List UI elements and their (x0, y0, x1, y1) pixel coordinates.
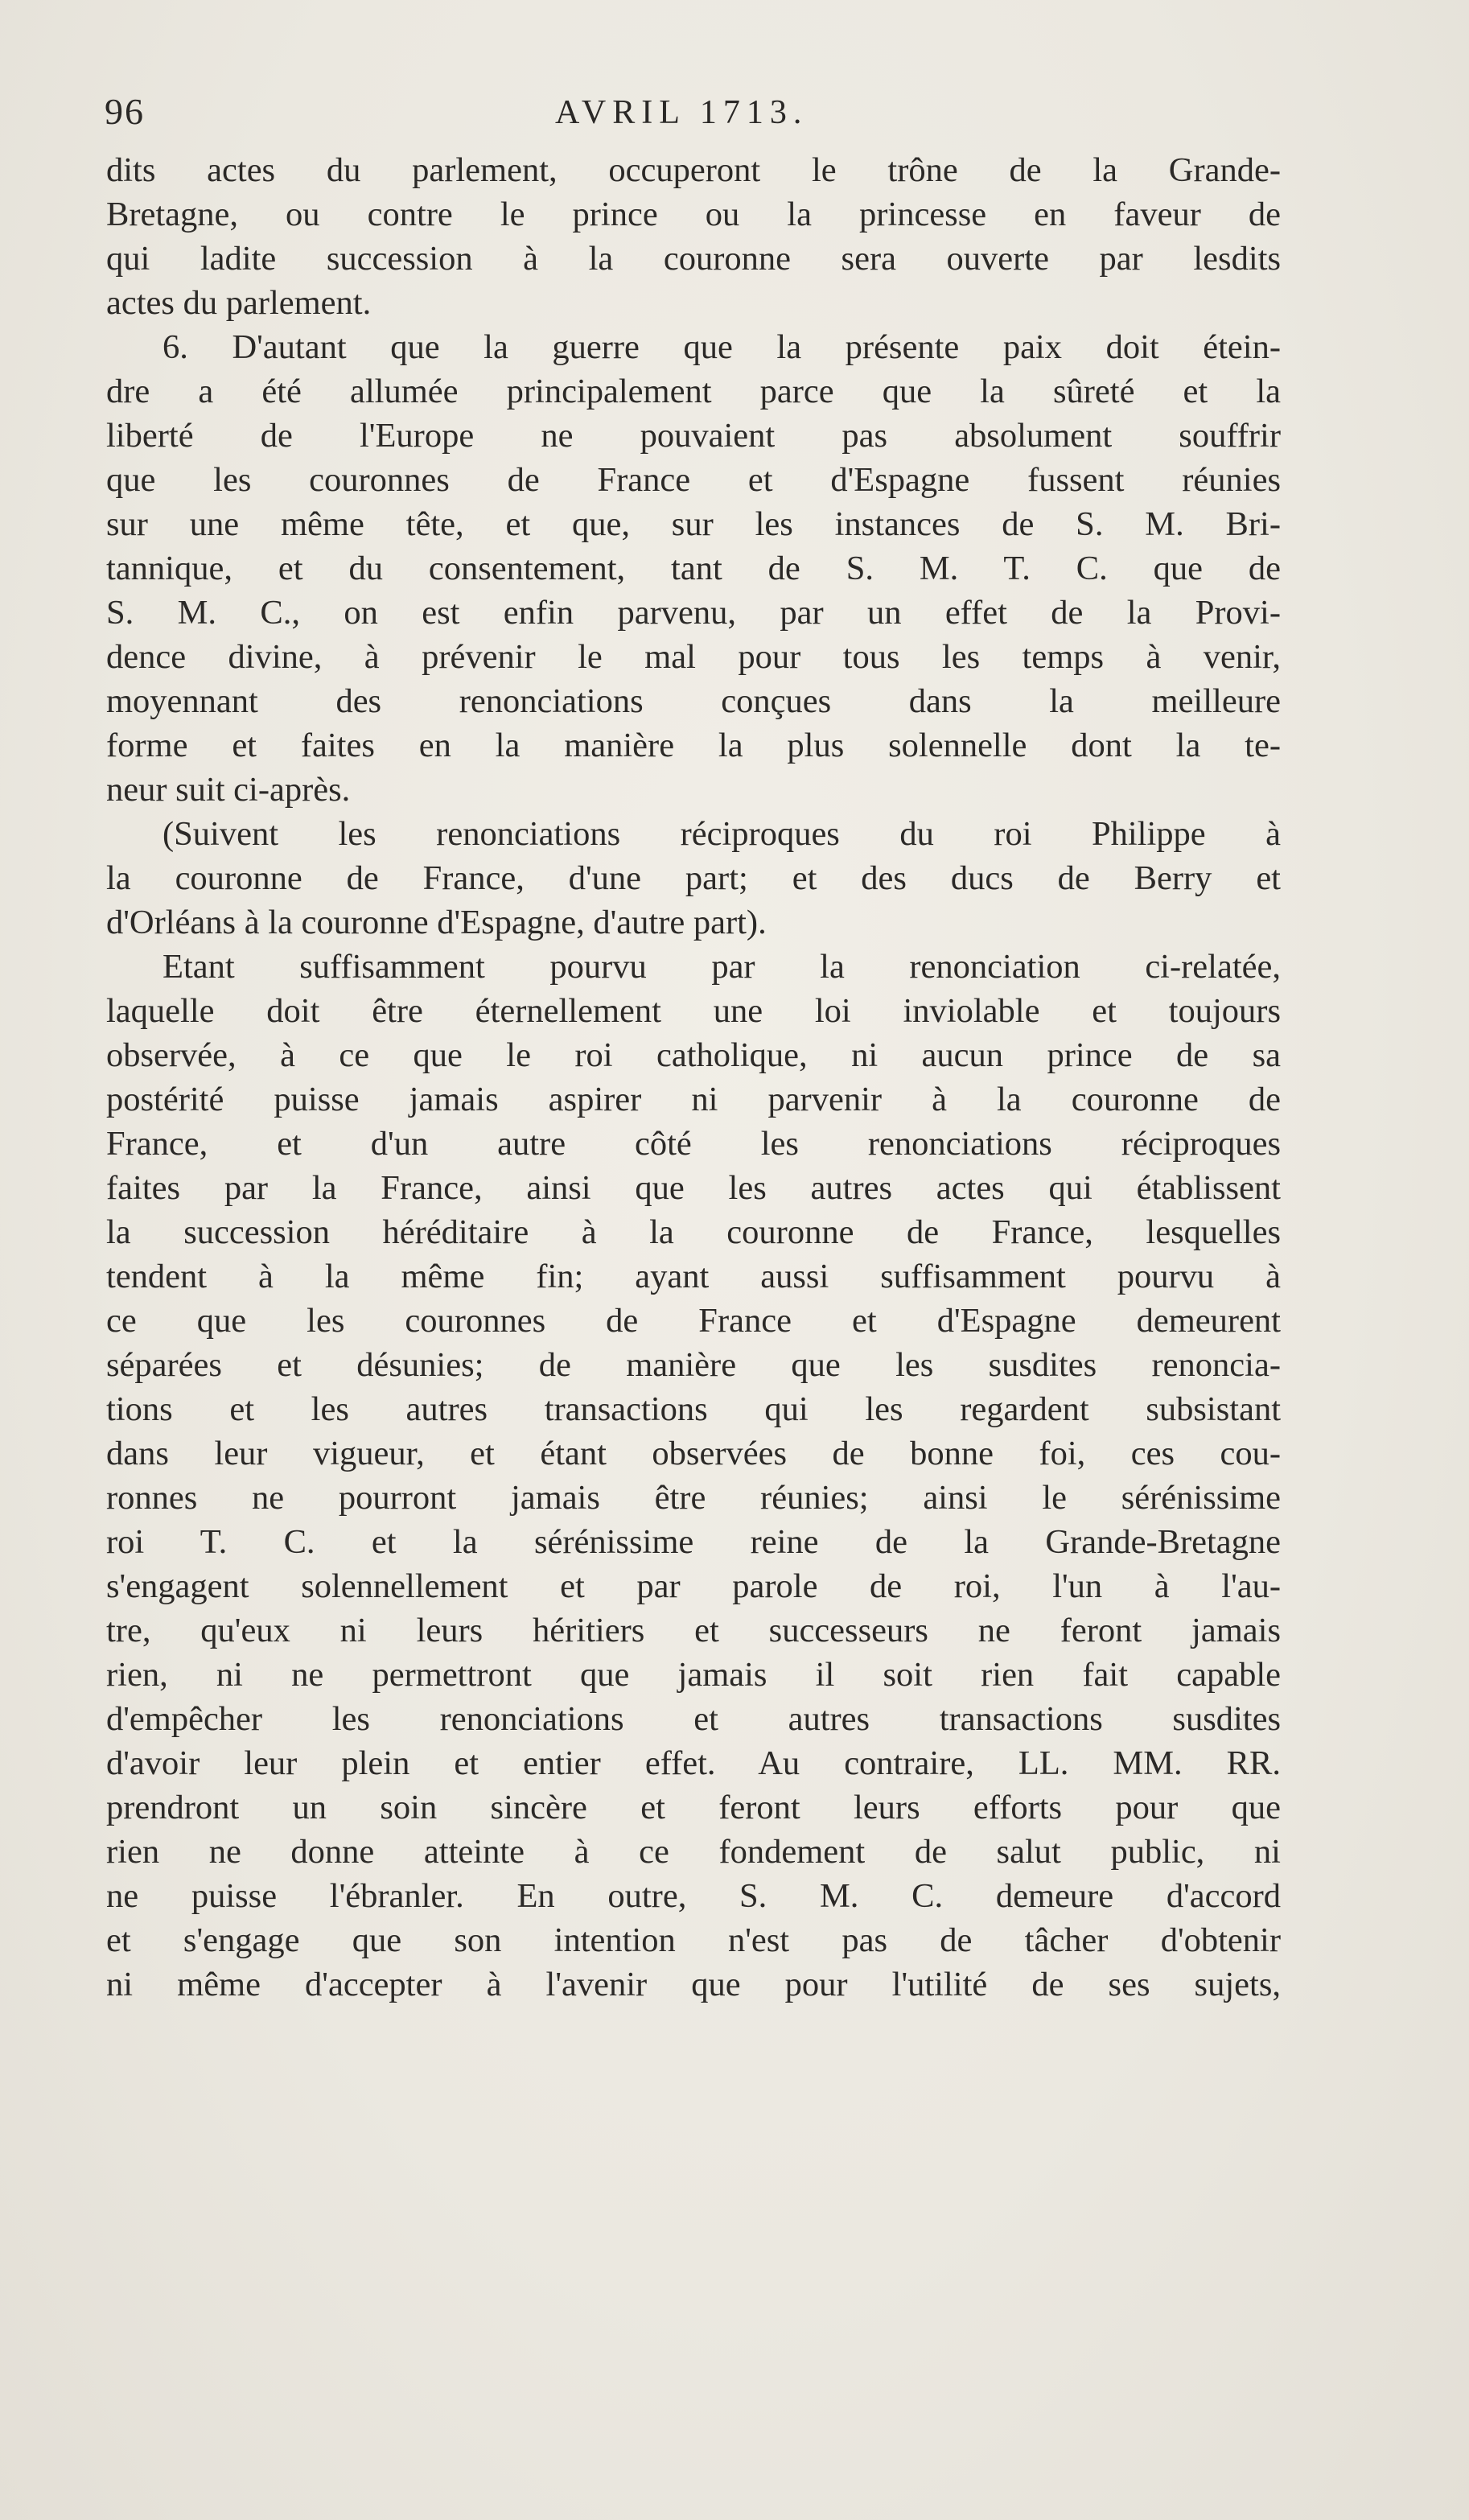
text-line: prendront un soin sincère et feront leurs efforts pour que (106, 1789, 1281, 1826)
text-line: tendent à la même fin; ayant aussi suffisamment pourvu à (106, 1258, 1281, 1295)
text-line: 6. D'autant que la guerre que la présente paix doit étein- (163, 328, 1281, 366)
text-line: rien, ni ne permettront que jamais il soit rien fait capable (106, 1656, 1281, 1694)
page-header (105, 90, 1281, 138)
text-line: la couronne de France, d'une part; et des ducs de Berry et (106, 859, 1281, 897)
text-line: laquelle doit être éternellement une loi inviolable et toujours (106, 992, 1281, 1030)
text-line: ronnes ne pourront jamais être réunies; ainsi le sérénissime (106, 1479, 1281, 1517)
text-line: d'avoir leur plein et entier effet. Au contraire, LL. MM. RR. (106, 1744, 1281, 1782)
text-line: (Suivent les renonciations réciproques du roi Philippe à (163, 815, 1281, 853)
text-line: dits actes du parlement, occuperont le trône de la Grande- (106, 151, 1281, 189)
text-line: postérité puisse jamais aspirer ni parvenir à la couronne de (106, 1081, 1281, 1118)
text-line: tannique, et du consentement, tant de S. M. T. C. que de (106, 550, 1281, 587)
text-line: d'Orléans à la couronne d'Espagne, d'autre part). (106, 904, 767, 941)
text-line: rien ne donne atteinte à ce fondement de salut public, ni (106, 1833, 1281, 1871)
text-line: s'engagent solennellement et par parole de roi, l'un à l'au- (106, 1567, 1281, 1605)
text-line: roi T. C. et la sérénissime reine de la Grande-Bretagne (106, 1523, 1281, 1561)
text-line: France, et d'un autre côté les renonciations réciproques (106, 1125, 1281, 1163)
running-title: AVRIL 1713. (555, 94, 809, 131)
text-line: ni même d'accepter à l'avenir que pour l'utilité de ses sujets, (106, 1966, 1281, 2003)
text-line: ne puisse l'ébranler. En outre, S. M. C. demeure d'accord (106, 1877, 1281, 1915)
text-line: S. M. C., on est enfin parvenu, par un effet de la Provi- (106, 594, 1281, 632)
text-line: et s'engage que son intention n'est pas de tâcher d'obtenir (106, 1921, 1281, 1959)
text-line: neur suit ci-après. (106, 771, 351, 809)
text-line: ce que les couronnes de France et d'Espagne demeurent (106, 1302, 1281, 1340)
text-line: tre, qu'eux ni leurs héritiers et successeurs ne feront jamais (106, 1612, 1281, 1649)
text-line: Etant suffisamment pourvu par la renonciation ci-relatée, (163, 948, 1281, 986)
text-line: faites par la France, ainsi que les autres actes qui établissent (106, 1169, 1281, 1207)
text-line: dans leur vigueur, et étant observées de bonne foi, ces cou- (106, 1435, 1281, 1472)
text-line: moyennant des renonciations conçues dans la meilleure (106, 682, 1281, 720)
text-line: sur une même tête, et que, sur les instances de S. M. Bri- (106, 505, 1281, 543)
page-number: 96 (105, 91, 145, 132)
text-line: d'empêcher les renonciations et autres transactions susdites (106, 1700, 1281, 1738)
text-line: liberté de l'Europe ne pouvaient pas absolument souffrir (106, 417, 1281, 455)
text-line: actes du parlement. (106, 284, 372, 322)
text-line: dence divine, à prévenir le mal pour tous les temps à venir, (106, 638, 1281, 676)
text-line: forme et faites en la manière la plus solennelle dont la te- (106, 727, 1281, 764)
body-text (106, 148, 1281, 2007)
text-line: Bretagne, ou contre le prince ou la princesse en faveur de (106, 196, 1281, 233)
text-line: que les couronnes de France et d'Espagne fussent réunies (106, 461, 1281, 499)
text-line: qui ladite succession à la couronne sera ouverte par lesdits (106, 240, 1281, 278)
text-line: observée, à ce que le roi catholique, ni aucun prince de sa (106, 1036, 1281, 1074)
text-line: séparées et désunies; de manière que les susdites renoncia- (106, 1346, 1281, 1384)
text-line: la succession héréditaire à la couronne de France, lesquelles (106, 1213, 1281, 1251)
text-line: tions et les autres transactions qui les regardent subsistant (106, 1390, 1281, 1428)
text-line: dre a été allumée principalement parce que la sûreté et la (106, 373, 1281, 410)
